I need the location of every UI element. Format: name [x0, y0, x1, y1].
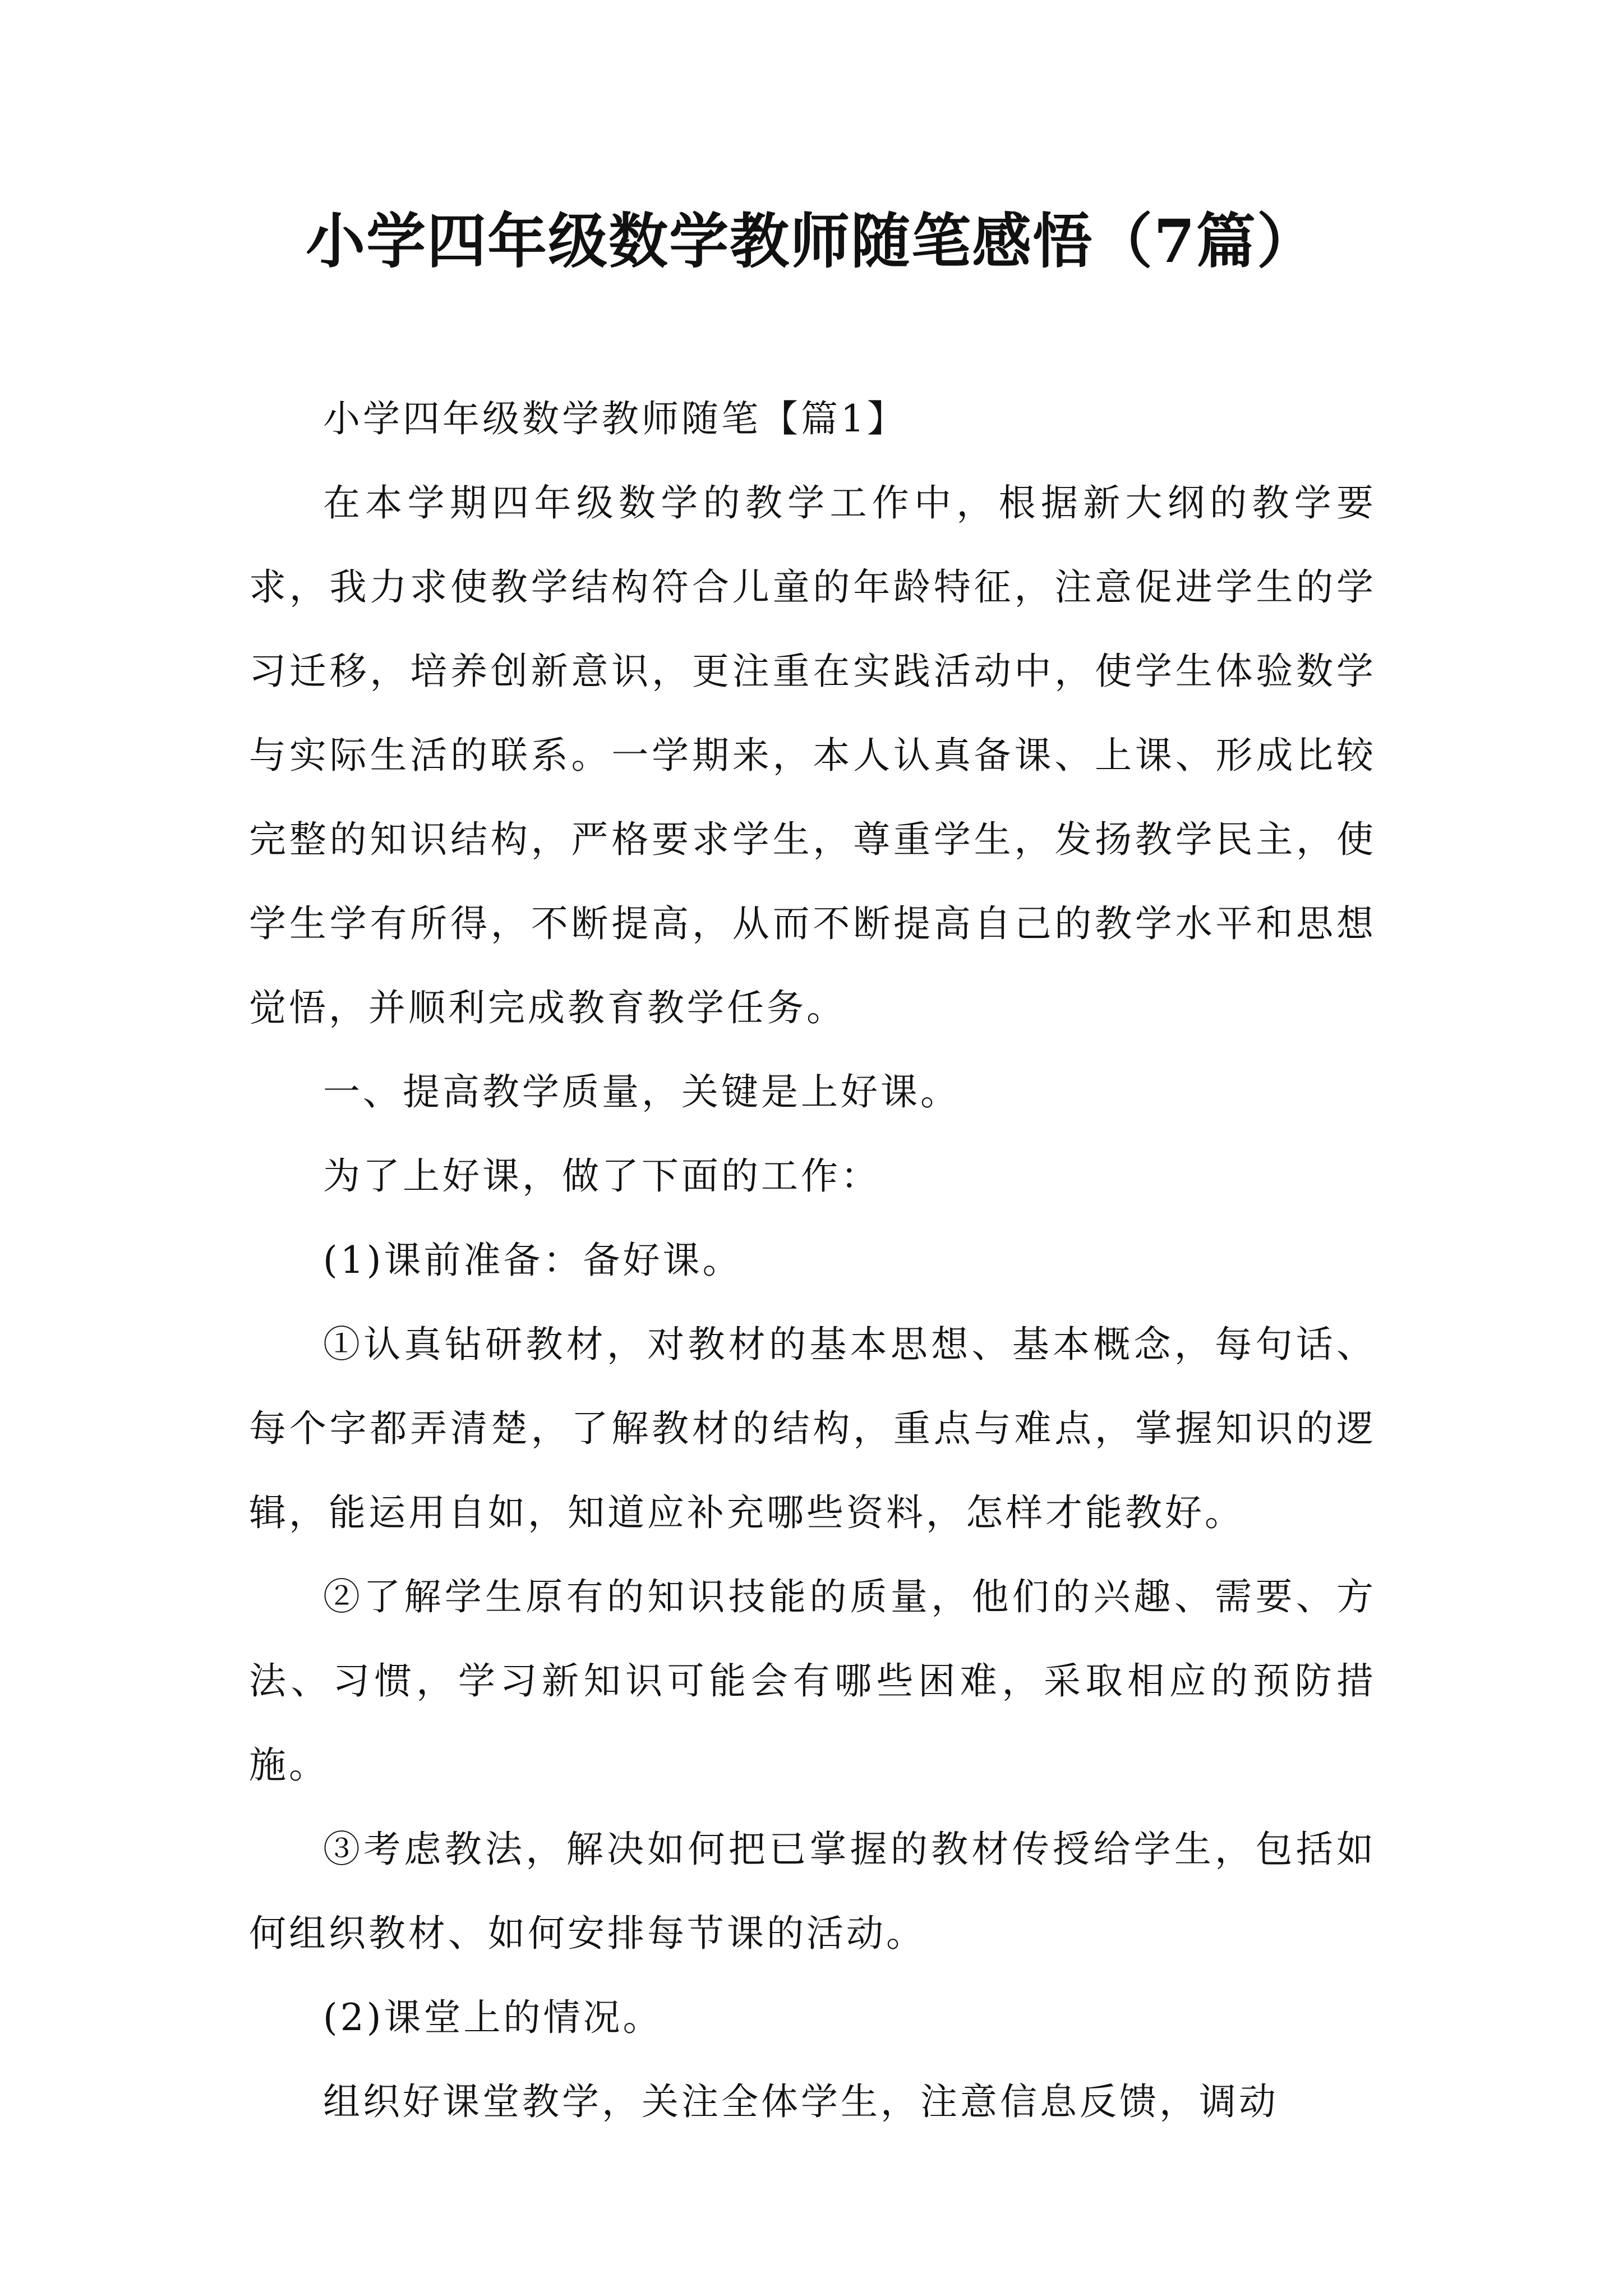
paragraph: (2)课堂上的情况。 — [323, 1996, 663, 2039]
paragraph: 一、提高教学质量，关键是上好课。 — [323, 1070, 960, 1114]
paragraph: 为了上好课，做了下面的工作： — [323, 1154, 880, 1198]
paragraph: ③考虑教法，解决如何把已掌握的教材传授给学生，包括如何组织教材、如何安排每节课的活动。 — [249, 1828, 1376, 1955]
paragraph: 在本学期四年级数学的教学工作中，根据新大纲的教学要求，我力求使教学结构符合儿童的年龄特征，注意促进学生的学习迁移，培养创新意识，更注重在实践活动中，使学生体验数学与实际生活的联系。一学期来，本人认真备课、上课、形成比较完整的知识结构，严格要求学生，尊重学生，发扬教学民主，使学生学有所得，不断提高，从而不断提高自己的教学水平和思想觉悟，并顺利完成教育教学任务。 — [249, 481, 1376, 1029]
paragraph: ②了解学生原有的知识技能的质量，他们的兴趣、需要、方法、习惯，学习新知识可能会有哪些困难，采取相应的预防措施。 — [249, 1575, 1376, 1787]
paragraph: 组织好课堂教学，关注全体学生，注意信息反馈，调动 — [323, 2080, 1279, 2123]
document-title: 小学四年级数学教师随笔感悟（7篇） — [306, 206, 1317, 276]
section-heading: 小学四年级数学教师随笔【篇1】 — [323, 397, 907, 440]
paragraph: (1)课前准备：备好课。 — [323, 1239, 743, 1282]
document-body — [249, 377, 1376, 2144]
paragraph: ①认真钻研教材，对教材的基本思想、基本概念，每句话、每个字都弄清楚，了解教材的结构，重点与难点，掌握知识的逻辑，能运用自如，知道应补充哪些资料，怎样才能教好。 — [249, 1323, 1376, 1534]
